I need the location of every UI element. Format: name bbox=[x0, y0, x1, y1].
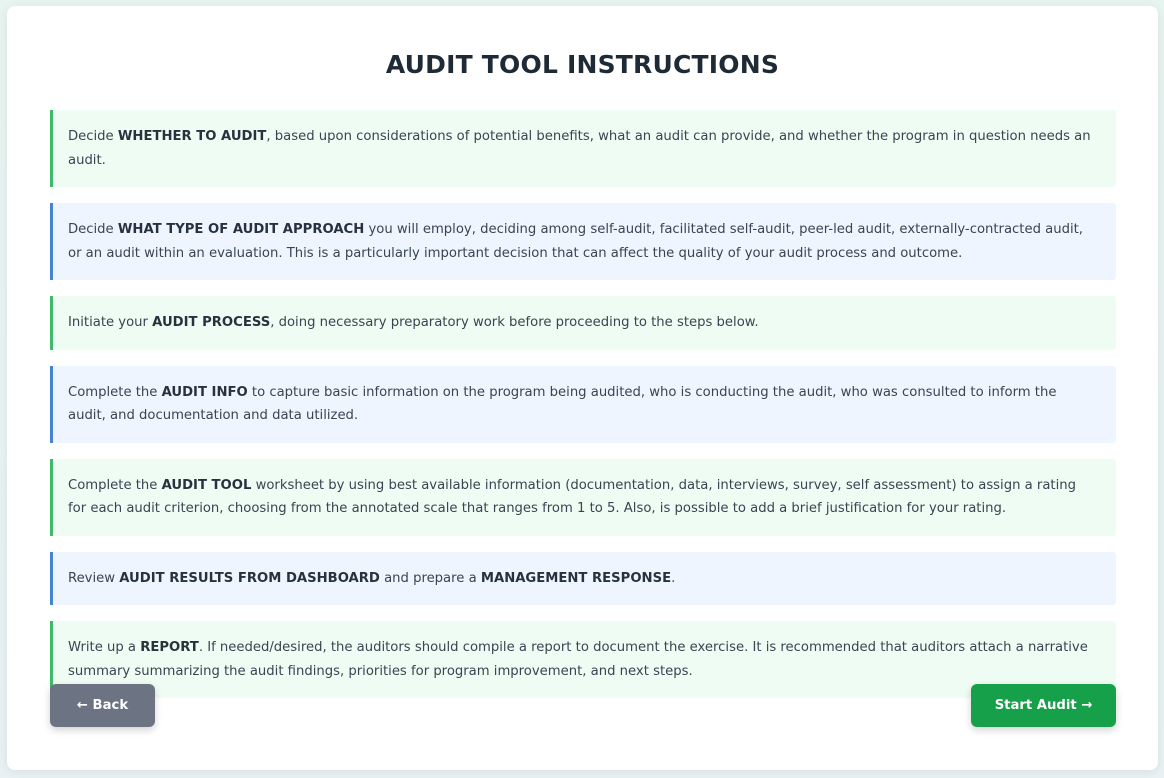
step-text: Initiate your bbox=[68, 315, 153, 330]
step-keyword: AUDIT RESULTS FROM DASHBOARD bbox=[119, 570, 380, 586]
instruction-step-audit-results bbox=[50, 552, 1116, 606]
step-text: Decide bbox=[68, 129, 118, 144]
instruction-step-report bbox=[50, 621, 1116, 698]
step-keyword: AUDIT INFO bbox=[161, 384, 248, 400]
step-keyword: WHETHER TO AUDIT bbox=[117, 129, 267, 144]
step-text: Complete the bbox=[68, 384, 162, 400]
step-text: to capture basic information on the program being audited, who is conducting the audit, who was consulted to inform the audit, and documentation and data utilized. bbox=[68, 384, 1057, 423]
step-keyword: WHAT TYPE OF AUDIT APPROACH bbox=[117, 222, 365, 237]
step-text: worksheet by using best available information (documentation, data, interviews, survey, self assessment) to assign a rating for each audit criterion, choosing from the annotated scale that ranges from 1 to 5. Also, is possible to add a brief justification for your rating. bbox=[68, 477, 1076, 516]
step-text: Write up a bbox=[68, 640, 141, 655]
page-title: AUDIT TOOL INSTRUCTIONS bbox=[385, 50, 780, 79]
step-text: you will employ, deciding among self-audit, facilitated self-audit, peer-led audit, externally-contracted audit, or an audit within an evaluation. This is a particularly important decision that can affect the quality of your audit process and outcome. bbox=[68, 222, 1083, 261]
back-button[interactable]: ← Back bbox=[50, 684, 155, 727]
instruction-step-whether-to-audit bbox=[50, 110, 1116, 187]
step-text: Review bbox=[68, 570, 120, 586]
step-text: Complete the bbox=[68, 477, 162, 493]
instruction-step-audit-approach bbox=[50, 203, 1116, 280]
instruction-steps-list bbox=[50, 110, 1116, 714]
start-audit-button[interactable]: Start Audit → bbox=[971, 684, 1116, 727]
instruction-step-audit-info bbox=[50, 366, 1116, 443]
instructions-card bbox=[7, 6, 1158, 770]
step-keyword: AUDIT PROCESS bbox=[152, 315, 271, 330]
step-keyword: AUDIT TOOL bbox=[161, 477, 252, 493]
step-text: , based upon considerations of potential benefits, what an audit can provide, and whether the program in question needs an audit. bbox=[68, 129, 1091, 168]
step-text: and prepare a bbox=[379, 570, 481, 586]
step-text: , doing necessary preparatory work before proceeding to the steps below. bbox=[270, 315, 759, 330]
instruction-step-audit-tool bbox=[50, 459, 1116, 536]
step-keyword: MANAGEMENT RESPONSE bbox=[480, 570, 672, 586]
step-keyword: REPORT bbox=[140, 640, 199, 655]
instruction-step-audit-process bbox=[50, 296, 1116, 350]
step-text: . If needed/desired, the auditors should compile a report to document the exercise. It is recommended that auditors attach a narrative summary summarizing the audit findings, priorities for program improvement, and next steps. bbox=[68, 640, 1088, 679]
step-text: Decide bbox=[68, 222, 118, 237]
step-text: . bbox=[671, 570, 676, 586]
